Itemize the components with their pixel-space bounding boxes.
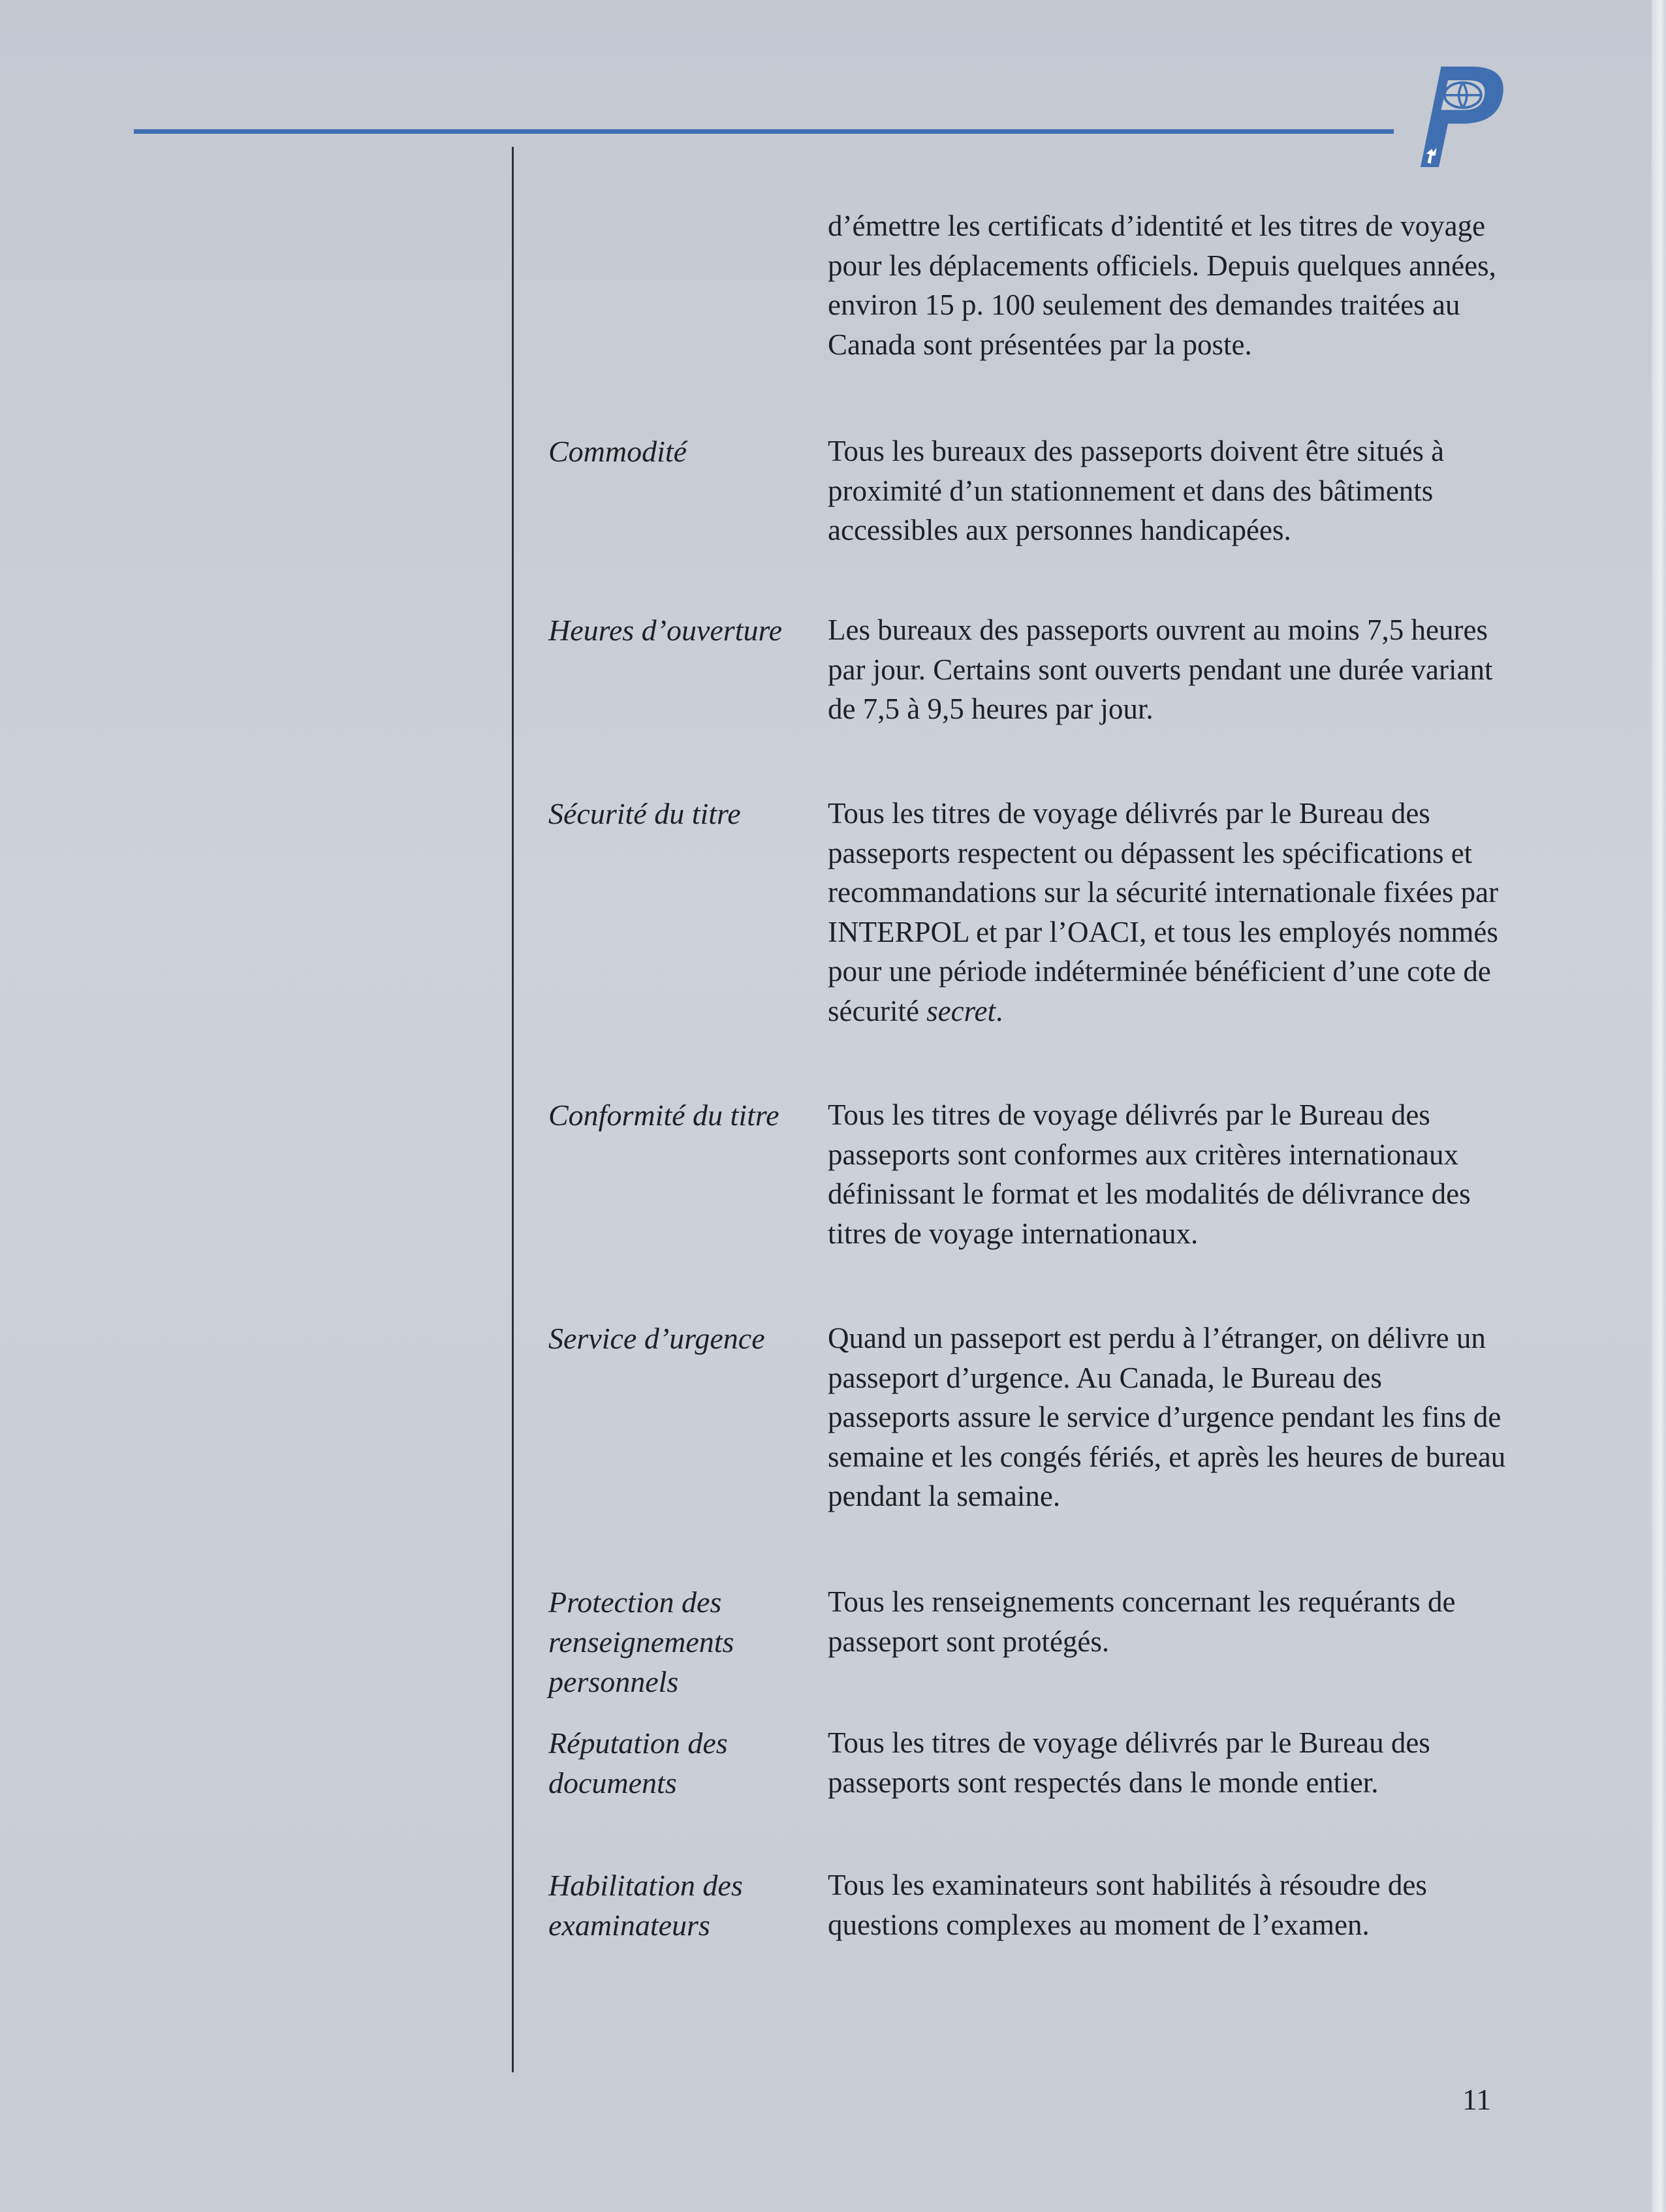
entry-text-securite-emphasis: secret (926, 994, 996, 1027)
entry-label-reputation-line-1: Réputation des (548, 1726, 728, 1760)
entry-label-conformite: Conformité du titre (548, 1098, 779, 1132)
entry-label-heures: Heures d’ouverture (548, 614, 783, 647)
entry-text-commodite: Tous les bureaux des passeports doivent être situés à proximité d’un stationnement et dans des bâtiments accessibles aux personnes handicapées. (828, 435, 1445, 546)
entry-text-securite (828, 794, 1507, 1031)
entry-text-habilitation: Tous les examinateurs sont habilités à résoudre des questions complexes au moment de l’examen. (828, 1869, 1427, 1941)
page-number: 11 (1462, 2083, 1492, 2116)
entry-label-habilitation (548, 1865, 823, 1945)
passport-office-logo-icon (1402, 57, 1517, 172)
continuation-paragraph: d’émettre les certificats d’identité et les titres de voyage pour les déplacements officiels. Depuis quelques années, environ 15 p. 100 seulement des demandes traitées au Canada sont présentées par la poste. (828, 210, 1496, 361)
entry-label-securite: Sécurité du titre (548, 797, 741, 830)
entry-text-protection: Tous les renseignements concernant les requérants de passeport sont protégés. (828, 1585, 1456, 1658)
entry-label-reputation (548, 1723, 823, 1803)
entry-label-protection-line-1: Protection des (548, 1585, 722, 1619)
entry-label-reputation-line-2: documents (548, 1766, 677, 1799)
entry-text-conformite: Tous les titres de voyage délivrés par le Bureau des passeports sont conformes aux critères internationaux définissant le format et les modalités de délivrance des titres de voyage internationaux. (828, 1098, 1471, 1250)
entry-label-protection-line-2: renseignements (548, 1625, 734, 1659)
column-divider (512, 147, 514, 2072)
entry-text-urgence: Quand un passeport est perdu à l’étranger, on délivre un passeport d’urgence. Au Canada, le Bureau des passeports assure le service d’urgence pendant les fins de semaine et les congés fériés, et après les heures de bureau pendant la semaine. (828, 1322, 1506, 1512)
page-edge (1652, 0, 1666, 2212)
entry-text-securite-end: . (995, 994, 1003, 1027)
entry-label-protection (548, 1582, 823, 1702)
entry-label-habilitation-line-2: examinateurs (548, 1908, 710, 1942)
entry-text-reputation: Tous les titres de voyage délivrés par le Bureau des passeports sont respectés dans le monde entier. (828, 1726, 1430, 1799)
entry-label-habilitation-line-1: Habilitation des (548, 1869, 743, 1902)
entry-label-urgence: Service d’urgence (548, 1322, 765, 1355)
header-rule (134, 129, 1394, 134)
entry-text-securite-main: Tous les titres de voyage délivrés par le Bureau des passeports respectent ou dépassent les spécifications et recommandations sur la sécurité internationale fixées par INTERPOL et par l’OACI, et tous les employés nommés pour une période indéterminée bénéficient d’une cote de sécurité (828, 797, 1499, 1027)
entry-label-protection-line-3: personnels (548, 1665, 679, 1698)
entry-text-heures: Les bureaux des passeports ouvrent au moins 7,5 heures par jour. Certains sont ouverts pendant une durée variant de 7,5 à 9,5 heures par jour. (828, 614, 1493, 725)
entry-label-commodite: Commodité (548, 435, 687, 468)
